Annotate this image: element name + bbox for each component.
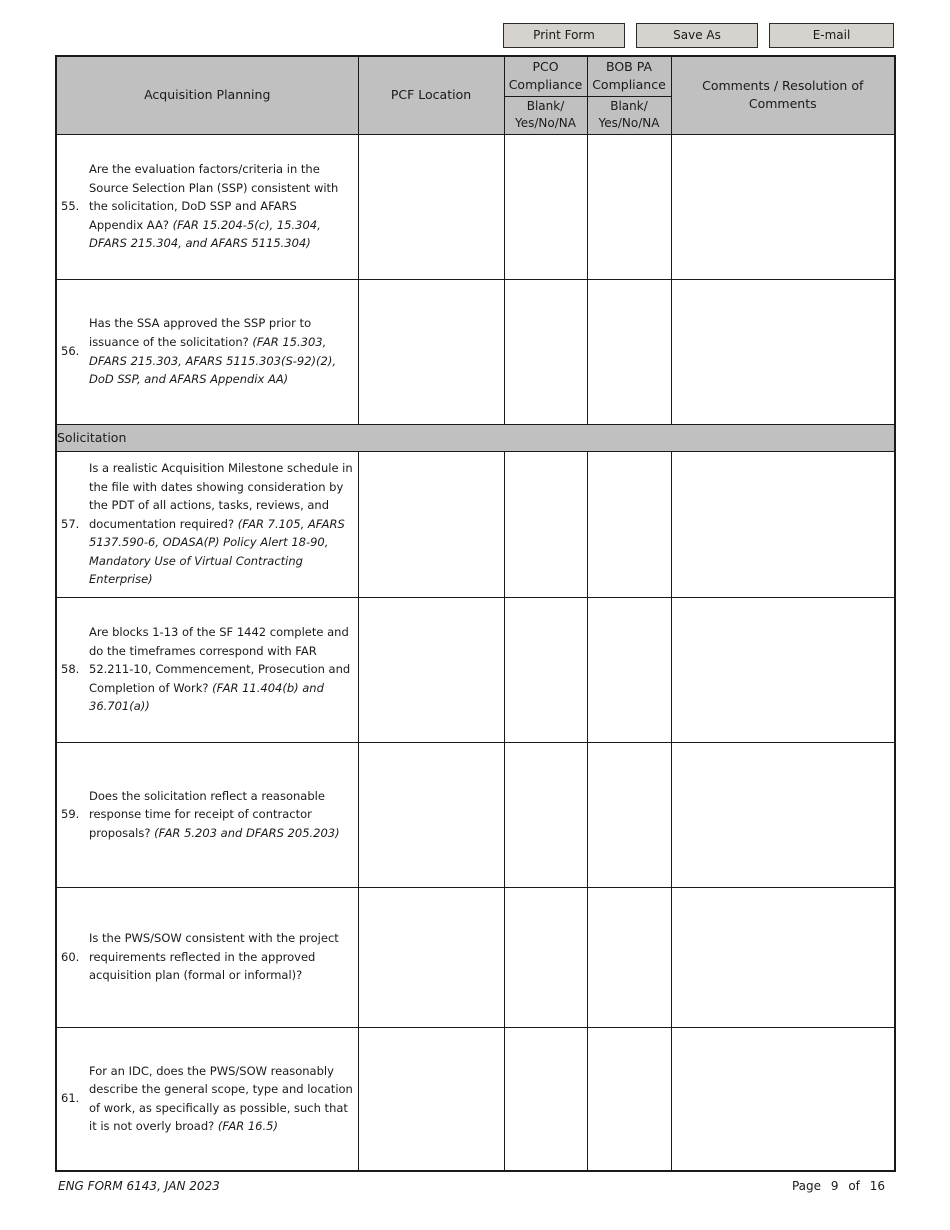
pco-compliance-field[interactable]: [504, 597, 587, 742]
checklist-table: [55, 55, 896, 1172]
question-row-61: [56, 1027, 895, 1171]
pcf-location-field[interactable]: [358, 1027, 504, 1171]
page-label: Page: [791, 1179, 822, 1193]
question-text: Are the evaluation factors/criteria in the Source Selection Plan (SSP) consistent with the solicitation, DoD SSP and AFARS Appendix AA?: [89, 162, 339, 232]
section-label: Solicitation: [56, 424, 895, 451]
question-cell: [56, 742, 358, 887]
question-number: 59.: [61, 807, 80, 822]
question-cell: [56, 887, 358, 1027]
pco-compliance-field[interactable]: [504, 279, 587, 424]
question-number: 61.: [61, 1091, 80, 1106]
page-of-label: of: [848, 1179, 860, 1193]
comments-field[interactable]: [671, 887, 895, 1027]
question-number: 57.: [61, 516, 80, 531]
header-bob-compliance: BOB PA Compliance: [587, 56, 671, 96]
header-bob-options: Blank/ Yes/No/NA: [587, 96, 671, 134]
bob-compliance-field[interactable]: [587, 1027, 671, 1171]
question-cell: [56, 1027, 358, 1171]
bob-compliance-field[interactable]: [587, 887, 671, 1027]
question-cell: [56, 134, 358, 279]
pcf-location-field[interactable]: [358, 887, 504, 1027]
header-pco-compliance: PCO Compliance: [504, 56, 587, 96]
question-row-60: [56, 887, 895, 1027]
comments-field[interactable]: [671, 279, 895, 424]
question-reference: (FAR 16.5): [217, 1119, 278, 1134]
bob-compliance-field[interactable]: [587, 597, 671, 742]
page-number: 9: [830, 1179, 839, 1193]
question-reference: (FAR 7.105, AFARS 5137.590-6, ODASA(P) Policy Alert 18-90, Mandatory Use of Virtual Contracting Enterprise): [89, 516, 345, 587]
question-number: 56.: [61, 344, 80, 359]
question-text: Does the solicitation reflect a reasonable response time for receipt of contractor proposals?: [89, 788, 325, 840]
pcf-location-field[interactable]: [358, 279, 504, 424]
pco-compliance-field[interactable]: [504, 742, 587, 887]
question-reference: (FAR 5.203 and DFARS 205.203): [154, 825, 340, 840]
pco-compliance-field[interactable]: [504, 451, 587, 597]
question-number: 60.: [61, 949, 80, 964]
bob-compliance-field[interactable]: [587, 134, 671, 279]
print-form-button[interactable]: Print Form: [503, 23, 625, 48]
comments-field[interactable]: [671, 134, 895, 279]
question-reference: (FAR 15.303, DFARS 215.303, AFARS 5115.303(S-92)(2), DoD SSP, and AFARS Appendix AA): [89, 334, 336, 387]
question-row-56: [56, 279, 895, 424]
form-toolbar: [503, 23, 894, 50]
bob-compliance-field[interactable]: [587, 742, 671, 887]
bob-compliance-field[interactable]: [587, 451, 671, 597]
pcf-location-field[interactable]: [358, 597, 504, 742]
header-acquisition-planning: Acquisition Planning: [56, 56, 358, 134]
comments-field[interactable]: [671, 597, 895, 742]
save-as-button[interactable]: Save As: [636, 23, 758, 48]
pcf-location-field[interactable]: [358, 134, 504, 279]
question-cell: [56, 597, 358, 742]
email-button[interactable]: E-mail: [769, 23, 894, 48]
pco-compliance-field[interactable]: [504, 887, 587, 1027]
question-row-59: [56, 742, 895, 887]
question-text: For an IDC, does the PWS/SOW reasonably describe the general scope, type and location of work, as specifically as possible, such that it is not overly broad?: [89, 1063, 353, 1134]
comments-field[interactable]: [671, 742, 895, 887]
header-comments: Comments / Resolution of Comments: [671, 56, 895, 134]
question-row-58: [56, 597, 895, 742]
question-row-55: [56, 134, 895, 279]
question-text: Has the SSA approved the SSP prior to issuance of the solicitation?: [89, 316, 312, 349]
question-text: Is the PWS/SOW consistent with the project requirements reflected in the approved acquisition plan (formal or informal)?: [89, 931, 339, 983]
question-number: 55.: [61, 199, 80, 214]
page-indicator: [792, 1179, 885, 1193]
comments-field[interactable]: [671, 1027, 895, 1171]
page-total: 16: [869, 1179, 885, 1193]
bob-compliance-field[interactable]: [587, 279, 671, 424]
section-row-solicitation: [56, 424, 895, 451]
question-cell: [56, 451, 358, 597]
question-row-57: [56, 451, 895, 597]
form-identifier: ENG FORM 6143, JAN 2023: [58, 1179, 220, 1193]
question-reference: (FAR 15.204-5(c), 15.304, DFARS 215.304, and AFARS 5115.304): [89, 217, 321, 251]
question-cell: [56, 279, 358, 424]
question-reference: (FAR 11.404(b) and 36.701(a)): [89, 680, 324, 714]
pcf-location-field[interactable]: [358, 451, 504, 597]
header-pco-options: Blank/ Yes/No/NA: [504, 96, 587, 134]
header-pcf-location: PCF Location: [358, 56, 504, 134]
question-number: 58.: [61, 662, 80, 677]
pco-compliance-field[interactable]: [504, 1027, 587, 1171]
comments-field[interactable]: [671, 451, 895, 597]
question-text: Are blocks 1-13 of the SF 1442 complete and do the timeframes correspond with FAR 52.211-10, Commencement, Prosecution and Completion of Work?: [89, 625, 351, 695]
pco-compliance-field[interactable]: [504, 134, 587, 279]
question-text: Is a realistic Acquisition Milestone schedule in the file with dates showing consideration by the PDT of all actions, tasks, reviews, and documentation required?: [89, 460, 353, 531]
pcf-location-field[interactable]: [358, 742, 504, 887]
